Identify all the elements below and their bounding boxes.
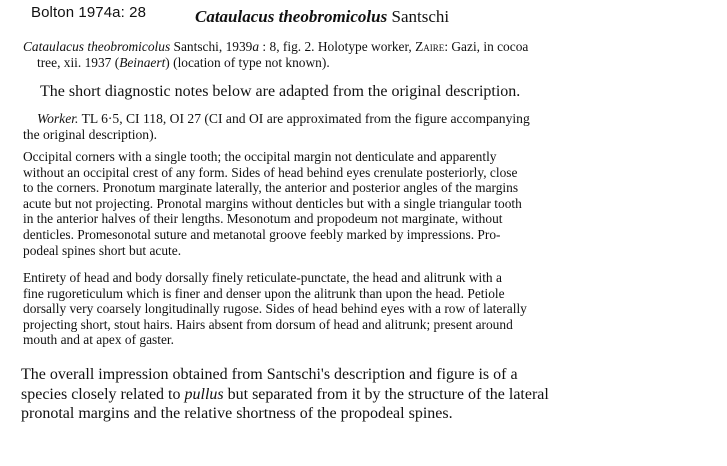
worker-measurements: TL 6·5, CI 118, OI 27 (CI and OI are approximated from the figure accompanying (78, 111, 530, 126)
source-reference: Bolton 1974a: 28 (31, 4, 147, 21)
description-line: denticles. Promesonotal suture and metanotal groove feebly marked by impressions. Pro- (23, 226, 501, 242)
citation-country: Zaire (415, 39, 445, 54)
description-paragraph-2 (23, 270, 693, 348)
adapted-note: The short diagnostic notes below are adapted from the original description. (40, 83, 521, 100)
species-heading (195, 7, 449, 27)
description-line: podeal spines short but acute. (23, 242, 182, 258)
overall-text: species closely related to (21, 385, 185, 403)
description-line: to the corners. Pronotum marginate laterally, the anterior and posterior angles of the margins (23, 180, 519, 196)
citation-text: tree, xii. 1937 ( (37, 55, 120, 70)
worker-paragraph (23, 111, 689, 143)
citation-text: Santschi, 1939 (170, 39, 253, 54)
description-line: mouth and at apex of gaster. (23, 332, 174, 348)
species-name: Cataulacus theobromicolus (195, 7, 388, 26)
worker-line-2: the original description). (23, 127, 158, 142)
citation-line-1 (23, 39, 683, 55)
related-species: pullus (184, 385, 224, 403)
overall-impression-paragraph (21, 365, 691, 424)
overall-line-1: The overall impression obtained from Santschi's description and figure is of a (21, 366, 518, 383)
description-line: without an occipital crest of any form. Sides of head behind eyes crenulate posteriorly, close (23, 164, 518, 180)
description-line: fine rugoreticulum which is finer and denser upon the alitrunk than upon the head. Petiole (23, 285, 505, 301)
citation-text: : 8, fig. 2. Holotype worker, (259, 39, 416, 54)
description-line: Entirety of head and body dorsally finely reticulate-punctate, the head and alitrunk with a (23, 270, 502, 285)
description-line: projecting short, stout hairs. Hairs absent from dorsum of head and alitrunk; present around (23, 316, 513, 332)
citation-text: ) (location of type not known). (165, 55, 330, 70)
description-line: in the anterior halves of their lengths. Mesonotum and propodeum not marginate, without (23, 211, 503, 227)
description-line: acute but not projecting. Pronotal margins without denticles but with a single triangular tooth (23, 195, 522, 211)
description-paragraph-1 (23, 149, 693, 258)
citation-line-2 (23, 55, 683, 71)
citation-species: Cataulacus theobromicolus (23, 39, 171, 54)
citation-paragraph (23, 39, 683, 71)
worker-line-1 (23, 111, 689, 127)
overall-line-2 (21, 385, 691, 405)
citation-text: : Gazi, in cocoa (444, 39, 529, 54)
citation-year-suffix: a (252, 39, 260, 54)
overall-text: but separated from it by the structure of the lateral (223, 385, 549, 403)
species-author: Santschi (391, 7, 450, 26)
overall-line-3: pronotal margins and the relative shortness of the propodeal spines. (21, 405, 453, 422)
worker-label: Worker. (37, 111, 79, 126)
description-line: Occipital corners with a single tooth; the occipital margin not denticulate and apparently (23, 149, 497, 164)
description-line: dorsally very coarsely longitudinally rugose. Sides of head behind eyes with a row of laterally (23, 301, 527, 317)
citation-collector: Beinaert (119, 55, 166, 70)
